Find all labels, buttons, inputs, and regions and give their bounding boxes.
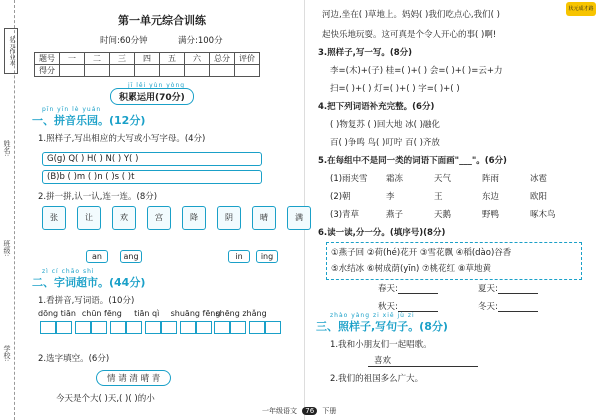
jar-label: ing — [256, 250, 278, 263]
word[interactable]: (1)雨夹雪 — [330, 174, 368, 184]
q3-title: 3.照样子,写一写。(8分) — [318, 48, 413, 58]
name-label: 姓名: — [3, 140, 11, 157]
word[interactable]: (2)朝 — [330, 192, 351, 202]
choice-chars: 情 请 清 晴 青 — [96, 370, 171, 386]
passage-line-1: 河边,坐在( )草地上。妈妈( )我们吃点心,我们( ) — [322, 10, 500, 20]
section-1-title: 一、拼音乐园。(12分) — [32, 114, 146, 127]
score-cell: 五 — [160, 53, 185, 65]
section-2-title: 二、字词超市。(44分) — [32, 276, 146, 289]
word[interactable]: 王 — [434, 192, 443, 202]
char-card[interactable]: 晴 — [252, 206, 276, 230]
char-card[interactable]: 让 — [77, 206, 101, 230]
word[interactable]: 李 — [386, 192, 395, 202]
page-number: 76 — [302, 407, 317, 415]
s1-q1: 1.照样子,写出相应的大写或小写字母。(4分) — [38, 134, 206, 144]
word[interactable]: 霜冻 — [386, 174, 404, 184]
season-label: 秋天: — [378, 302, 398, 312]
season-spring[interactable] — [378, 282, 438, 294]
passage-line-2: 起快乐地玩耍。这可真是个令人开心的事( )啊! — [322, 30, 497, 40]
season-label: 春天: — [378, 284, 398, 294]
score-cell: 二 — [85, 53, 110, 65]
score-table — [34, 52, 260, 77]
full-score: 满分:100分 — [178, 36, 223, 46]
score-input-cell[interactable] — [210, 65, 235, 77]
score-input-cell[interactable] — [85, 65, 110, 77]
jar-in[interactable] — [228, 250, 250, 263]
jar-ang[interactable] — [120, 250, 142, 263]
q4-row-2: 百( )争鸣 鸟( )叮咛 百( )齐放 — [330, 138, 440, 148]
jar-label: ang — [120, 250, 142, 263]
score-cell: 总分 — [210, 53, 235, 65]
pinyin-word: dōng tiān — [38, 309, 76, 318]
banner-accumulate: 积累运用(70分) — [110, 88, 194, 105]
answer-blank[interactable] — [398, 301, 438, 312]
answer-blank[interactable] — [498, 301, 538, 312]
q3-row-1: 李=(木)+(子) 桂=( )+( ) 会=( )+( )=云+力 — [330, 66, 503, 76]
q6-options — [326, 242, 582, 280]
q5-title: 5.在每组中不是同一类的词语下面画"___"。(6分) — [318, 156, 507, 166]
q5-row-3 — [330, 208, 578, 220]
jar-label: in — [228, 250, 250, 263]
q6-options-row-1: ①燕子回 ②荷(hé)花开 ③雪花飘 ④稻(dào)谷香 — [331, 248, 512, 258]
s3-example: 1.我和小朋友们一起唱歌。 — [330, 340, 432, 350]
word[interactable]: 燕子 — [386, 210, 404, 220]
writing-grid[interactable] — [40, 321, 281, 334]
footer — [262, 406, 336, 416]
char-card[interactable]: 降 — [182, 206, 206, 230]
q5-row-1 — [330, 172, 578, 184]
season-autumn[interactable] — [378, 300, 438, 312]
word[interactable]: 冰雹 — [530, 174, 548, 184]
char-card[interactable]: 宫 — [147, 206, 171, 230]
q6-options-row-2: ⑤水结冰 ⑥树成荫(yīn) ⑦桃花红 ⑧草地黄 — [331, 264, 491, 274]
pinyin-word: chūn fēng — [81, 309, 122, 318]
section-3-title: 三、照样子,写句子。(8分) — [316, 320, 448, 333]
answer-blank[interactable] — [498, 283, 538, 294]
char-card[interactable]: 阴 — [217, 206, 241, 230]
answer-blank[interactable] — [398, 283, 438, 294]
jar-an[interactable] — [86, 250, 108, 263]
score-input-cell[interactable] — [135, 65, 160, 77]
class-label: 班级: — [3, 240, 11, 257]
brand-tag: 状元作业本 — [4, 28, 18, 74]
word[interactable]: (3)青草 — [330, 210, 360, 220]
pinyin-word: shēng zhǎng — [215, 309, 267, 318]
s3-fill-word: 喜欢 — [374, 356, 392, 366]
page-title: 第一单元综合训练 — [118, 14, 206, 27]
s1-q2: 2.拼一拼,认一认,连一连。(8分) — [38, 192, 158, 202]
word[interactable]: 阵雨 — [482, 174, 500, 184]
margin-strip — [0, 0, 26, 420]
q4-row-1: ( )物复苏 ( )回大地 冰( )融化 — [330, 120, 440, 130]
footer-volume: 下册 — [322, 407, 337, 415]
s3-q2: 2.我们的祖国多么广大。 — [330, 374, 424, 384]
score-input-cell[interactable] — [185, 65, 210, 77]
word[interactable]: 啄木鸟 — [530, 210, 556, 220]
score-cell: 题号 — [35, 53, 60, 65]
q6-title: 6.读一读,分一分。(填序号)(8分) — [318, 228, 446, 238]
season-label: 冬天: — [478, 302, 498, 312]
score-cell: 评价 — [235, 53, 260, 65]
score-cell: 一 — [60, 53, 85, 65]
fill-sentence: 今天是个大( )天,( )( )的小 — [56, 394, 155, 404]
score-input-cell[interactable] — [235, 65, 260, 77]
word[interactable]: 野鸭 — [482, 210, 500, 220]
s1-pinyin: pīn yīn lè yuán — [42, 106, 102, 113]
char-cards — [42, 206, 322, 230]
banner-pinyin: jī lěi yùn yòng — [128, 82, 186, 89]
letters-row-1[interactable]: G(g) Q( ) H( ) N( ) Y( ) — [42, 152, 262, 166]
score-value-row — [35, 65, 260, 77]
score-cell: 得分 — [35, 65, 60, 77]
jar-label: an — [86, 250, 108, 263]
pinyin-word: shuāng fēng — [170, 309, 221, 318]
s2-pinyin: zì cí chāo shì — [42, 268, 95, 275]
s3-pinyin: zhào yàng zi xiě jù zi — [330, 312, 415, 319]
q4-title: 4.把下列词语补充完整。(6分) — [318, 102, 435, 112]
score-cell: 四 — [135, 53, 160, 65]
word[interactable]: 欧阳 — [530, 192, 548, 202]
word[interactable]: 东边 — [482, 192, 500, 202]
season-winter[interactable] — [478, 300, 538, 312]
season-summer[interactable] — [478, 282, 538, 294]
score-input-cell[interactable] — [110, 65, 135, 77]
corner-logo: 状元成才路 — [566, 2, 596, 16]
jar-ing[interactable] — [256, 250, 278, 263]
score-input-cell[interactable] — [160, 65, 185, 77]
footer-grade: 一年级语文 — [262, 407, 297, 415]
score-header-row — [35, 53, 260, 65]
char-card[interactable]: 张 — [42, 206, 66, 230]
word[interactable]: 天气 — [434, 174, 452, 184]
pinyin-word: tiān qì — [134, 309, 160, 318]
s2-q1: 1.看拼音,写词语。(10分) — [38, 296, 135, 306]
score-input-cell[interactable] — [60, 65, 85, 77]
letters-row-2[interactable]: (B)b ( )m ( )n ( )s ( )t — [42, 170, 262, 184]
q5-row-2 — [330, 190, 578, 202]
char-card[interactable]: 欢 — [112, 206, 136, 230]
score-cell: 六 — [185, 53, 210, 65]
s2-q2: 2.选字填空。(6分) — [38, 354, 110, 364]
char-card[interactable]: 满 — [287, 206, 311, 230]
score-cell: 三 — [110, 53, 135, 65]
school-label: 学校: — [3, 345, 11, 362]
q3-row-2: 扫=( )+( ) 灯=( )+( ) 字=( )+( ) — [330, 84, 460, 94]
season-label: 夏天: — [478, 284, 498, 294]
s3-fill-line[interactable] — [368, 354, 478, 367]
pinyin-words — [36, 309, 267, 319]
word[interactable]: 天鹅 — [434, 210, 452, 220]
time-limit: 时间:60分钟 — [100, 36, 148, 46]
